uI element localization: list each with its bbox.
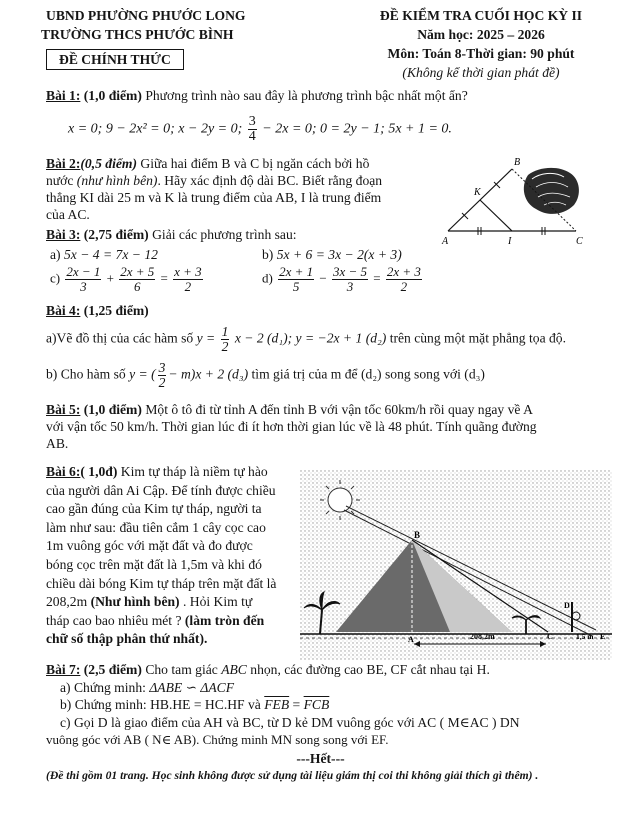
bai3-c-d2: 6: [134, 279, 141, 294]
pyramid-label-b: B: [414, 530, 421, 540]
bai6-label: Bài 6:: [46, 464, 81, 479]
bai6-pyramid-figure: [300, 470, 612, 660]
official-label: ĐỀ CHÍNH THỨC: [59, 52, 171, 67]
bai6-line8-bold: (Như hình bên): [90, 594, 180, 610]
exam-time-note: (Không kể thời gian phát đề): [402, 65, 560, 80]
bai2-line4: của AC.: [46, 207, 90, 222]
school-year: Năm học: 2025 – 2026: [417, 27, 545, 42]
bai7-b-angle2: $\overline{FCB}$: [303, 697, 330, 712]
bai3-question: [46, 226, 297, 243]
bai3-c-op2: =: [160, 270, 168, 286]
bai7-question: [46, 661, 621, 749]
bai3-a: [50, 247, 158, 263]
bai3-d-n1: 2x + 1: [279, 264, 314, 279]
bai4-b-fd: 2: [158, 375, 166, 390]
bai3-c-frac2: [119, 265, 155, 294]
bai6-line10: chữ số thập phân thứ nhất).: [46, 631, 208, 647]
bai2-line3: thẳng KI dài 25 m và K là trung điểm của AB, I là trung điểm: [46, 190, 382, 205]
bai6-line7: chiều dài bóng Kim tự tháp trên mặt đất là: [46, 575, 277, 591]
bai4-a-fd: 2: [221, 339, 229, 354]
bai2-line1: Giữa hai điểm B và C bị ngăn cách bởi hồ: [137, 156, 370, 171]
bai1-eq1: x = 0; 9 − 2x² = 0; x − 2y = 0;: [68, 121, 243, 137]
bai3-points: (2,75 điểm): [80, 227, 149, 242]
bai5-question: [46, 401, 606, 452]
bai4-b-frac: [158, 361, 167, 390]
bai3-b-equation: 5x + 6 = 3x − 2(x + 3): [276, 247, 402, 262]
bai3-d-op2: =: [373, 270, 381, 286]
label-shadow: 1,5 m: [576, 632, 594, 641]
bai3-c-n1: 2x − 1: [66, 264, 101, 279]
bai4-a: [46, 325, 566, 354]
bai3-d-d2: 3: [346, 279, 354, 294]
end-marker: ---Hết---: [296, 751, 345, 766]
bai4-a-y: y =: [196, 330, 216, 346]
bai3-b-label: b): [262, 247, 274, 262]
bai1-frac-num: 3: [248, 114, 256, 129]
pyramid-label-d: D: [564, 601, 570, 610]
bai4-a-frac: [221, 325, 230, 354]
bai3-c-n3: x + 3: [174, 264, 202, 279]
bai3-c-label: c): [50, 270, 61, 286]
bai3-c: [50, 265, 205, 294]
label-distance: 208,2m: [470, 632, 495, 641]
segment-ki: [480, 200, 512, 231]
bai3-d-n3: 2x + 3: [386, 264, 421, 279]
bai4-question: [46, 302, 149, 319]
bai6-line3: cao gần đúng của Kim tự tháp, người ta: [46, 501, 262, 517]
pyramid-label-a: A: [408, 635, 414, 644]
bai6-line8-pre: 208,2m: [46, 594, 91, 610]
bai6-line9-pre: tháp cao bao nhiêu mét ?: [46, 612, 185, 628]
bai3-c-frac1: [65, 265, 101, 294]
bai4-b-fn: 3: [158, 360, 166, 375]
bai1-eq2: − 2x = 0; 0 = 2y − 1; 5x + 1 = 0.: [262, 121, 452, 137]
label-c: C: [576, 236, 583, 247]
bai3-c-d3: 2: [184, 279, 192, 294]
bai3-c-d1: 3: [80, 279, 87, 294]
bai2-triangle-figure: [436, 155, 586, 247]
bai4-b: [46, 361, 485, 390]
bai3-a-label: a): [50, 247, 61, 262]
bai2-points: (0,5 điểm): [80, 156, 138, 171]
bai1-label: Bài 1:: [46, 88, 81, 103]
footer-note: (Đề thi gồm 01 trang. Học sinh không được sử dụng tài liệu giám thị coi thi không giải thích gì thêm) .: [46, 769, 539, 782]
bai7-text-pre: Cho tam giác: [141, 662, 222, 677]
bai3-d-frac3: [386, 265, 422, 294]
bai3-d-n2: 3x − 5: [332, 264, 368, 279]
bai7-b-pre: b) Chứng minh: HB.HE = HC.HF và: [60, 697, 261, 712]
bai6-line5: 1m vuông góc với mặt đất và đo được: [46, 538, 253, 554]
bai3-d-frac1: [278, 265, 314, 294]
bai2-question: [46, 155, 446, 223]
bai1-equations: [68, 115, 452, 144]
bai6-line6: bóng cọc trên mặt đất là 1,5m và khi đó: [46, 556, 262, 572]
bai3-d: [262, 265, 424, 294]
bai4-b-post: tìm giá trị của m để (d₂) song song với (d₃): [251, 366, 485, 382]
label-i: I: [508, 236, 512, 247]
bai7-b-angle1: $\overline{FEB}$: [264, 697, 290, 712]
bai1-frac-den: 4: [248, 129, 256, 144]
bai6-question: [46, 463, 301, 649]
bai2-line2-pre: nước: [46, 173, 77, 188]
bai7-c-line2: vuông góc với AB ( N∈ AB). Chứng minh MN song song với EF.: [46, 732, 389, 747]
bai3-label: Bài 3:: [46, 227, 81, 242]
bai3-d-d3: 2: [400, 279, 408, 294]
bai7-a-math: ΔABE ∽ ΔACF: [149, 679, 235, 695]
label-b: B: [514, 157, 521, 168]
bai7-label: Bài 7:: [46, 662, 81, 677]
label-k: K: [474, 187, 481, 198]
bai7-text-abc: ABC: [221, 662, 247, 677]
exam-subject: Môn: Toán 8-Thời gian: 90 phút: [387, 46, 575, 61]
bai1-points: (1,0 điểm): [80, 88, 142, 103]
bai3-c-op1: +: [106, 270, 114, 286]
bai5-label: Bài 5:: [46, 402, 81, 417]
bai2-label: Bài 2:: [46, 156, 81, 171]
bai7-text-post: nhọn, các đường cao BE, CF cắt nhau tại H.: [246, 662, 490, 677]
bai5-line2: với vận tốc 50 km/h. Thời gian lúc đi ít hơn thời gian lúc về là 48 phút. Tính quãng đường: [46, 419, 537, 434]
bai6-line2: của người dân Ai Cập. Để tính được chiều: [46, 482, 276, 498]
bai4-b-rest: − m)x + 2 (d₃): [168, 366, 249, 382]
header-school: TRƯỜNG THCS PHƯỚC BÌNH: [41, 27, 234, 42]
exam-title: ĐỀ KIỂM TRA CUỐI HỌC KỲ II: [379, 8, 583, 23]
bai3-c-n2: 2x + 5: [120, 264, 155, 279]
bai4-a-rest: x − 2 (d₁); y = −2x + 1 (d₂): [234, 330, 387, 346]
bai7-points: (2,5 điểm): [80, 662, 142, 677]
bai2-line2-post: . Hãy xác định độ dài BC. Biết rằng đoạn: [157, 173, 383, 188]
bai6-points: ( 1,0đ): [80, 464, 118, 479]
bai4-b-pre: b) Cho hàm số: [46, 366, 126, 382]
pyramid-label-e: E: [600, 632, 606, 641]
bai6-line4: làm như sau: đầu tiên cắm 1 cây cọc cao: [46, 519, 266, 535]
bai4-points: (1,25 điểm): [80, 303, 149, 318]
bai3-b: [262, 247, 402, 263]
bai5-line3: AB.: [46, 436, 69, 451]
bai1-text: Phương trình nào sau đây là phương trình bậc nhất một ẩn?: [141, 88, 468, 103]
lake-shape: [524, 168, 579, 214]
bai3-a-equation: 5x − 4 = 7x − 12: [63, 247, 158, 262]
bai1-fraction: [248, 115, 257, 144]
bai6-line8-post: . Hỏi Kim tự: [179, 594, 253, 610]
bai3-d-d1: 5: [292, 279, 300, 294]
pyramid-label-c: C: [547, 632, 553, 641]
bai7-c-line1: c) Gọi D là giao điểm của AH và BC, từ D kẻ DM vuông góc với AC ( M∈AC ) DN: [60, 714, 520, 730]
label-a: A: [442, 236, 449, 247]
header-department: UBND PHƯỜNG PHƯỚC LONG: [46, 8, 246, 23]
bai3-c-frac3: [173, 265, 203, 294]
bai5-points: (1,0 điểm): [80, 402, 142, 417]
bai6-line9-bold: (làm tròn đến: [184, 612, 265, 628]
bai7-b-eq: =: [289, 697, 304, 712]
bai4-a-fn: 1: [221, 324, 229, 339]
bai4-a-post: trên cùng một mặt phẳng tọa độ.: [389, 330, 566, 346]
bai2-line2-italic: (như hình bên): [76, 173, 158, 188]
bai3-d-frac2: [332, 265, 368, 294]
bai4-b-y: y = (: [129, 366, 156, 382]
official-stamp-box: [46, 49, 184, 70]
bai3-text: Giải các phương trình sau:: [148, 227, 297, 242]
bai4-label: Bài 4:: [46, 303, 81, 318]
bai3-d-op1: −: [319, 270, 327, 286]
bai1-question: [46, 87, 468, 104]
bai7-a-pre: a) Chứng minh:: [60, 679, 146, 695]
bai3-d-label: d): [262, 270, 273, 286]
bai5-line1: Một ô tô đi từ tỉnh A đến tỉnh B với vận tốc 60km/h rồi quay ngay về A: [141, 402, 533, 417]
bai4-a-pre: a)Vẽ đồ thị của các hàm số: [46, 330, 194, 346]
bai6-line1: Kim tự tháp là niềm tự hào: [117, 464, 268, 479]
